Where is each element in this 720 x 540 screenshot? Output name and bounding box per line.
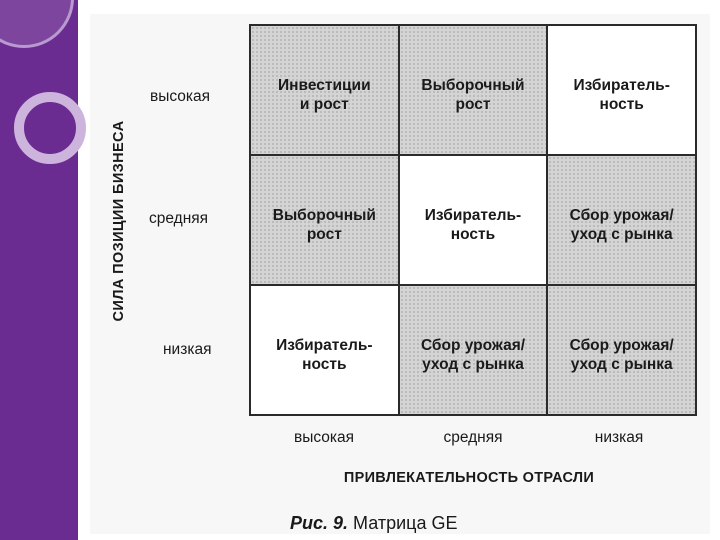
ge-matrix bbox=[249, 24, 697, 416]
y-axis-title: СИЛА ПОЗИЦИИ БИЗНЕСА bbox=[111, 120, 127, 322]
decorative-ring bbox=[14, 92, 86, 164]
matrix-cell: Сбор урожая/ уход с рынка bbox=[548, 286, 695, 414]
matrix-cell: Инвестиции и рост bbox=[251, 26, 398, 154]
matrix-cell: Сбор урожая/ уход с рынка bbox=[400, 286, 547, 414]
row-label-medium: средняя bbox=[149, 210, 209, 227]
slide-accent-bar bbox=[0, 0, 78, 540]
matrix-cell: Избиратель- ность bbox=[400, 156, 547, 284]
caption-text: Матрица GE bbox=[353, 513, 458, 533]
col-label-medium: средняя bbox=[443, 429, 503, 446]
matrix-cell: Выборочный рост bbox=[400, 26, 547, 154]
figure-caption bbox=[290, 513, 458, 534]
matrix-cell: Выборочный рост bbox=[251, 156, 398, 284]
matrix-cell: Избиратель- ность bbox=[251, 286, 398, 414]
x-axis-title: ПРИВЛЕКАТЕЛЬНОСТЬ ОТРАСЛИ bbox=[343, 470, 595, 486]
row-label-low: низкая bbox=[163, 341, 212, 358]
col-label-high: высокая bbox=[293, 429, 355, 446]
matrix-cell: Избиратель- ность bbox=[548, 26, 695, 154]
row-label-high: высокая bbox=[150, 88, 211, 105]
col-label-low: низкая bbox=[594, 429, 644, 446]
caption-prefix: Рис. 9. bbox=[290, 513, 349, 533]
matrix-cell: Сбор урожая/ уход с рынка bbox=[548, 156, 695, 284]
